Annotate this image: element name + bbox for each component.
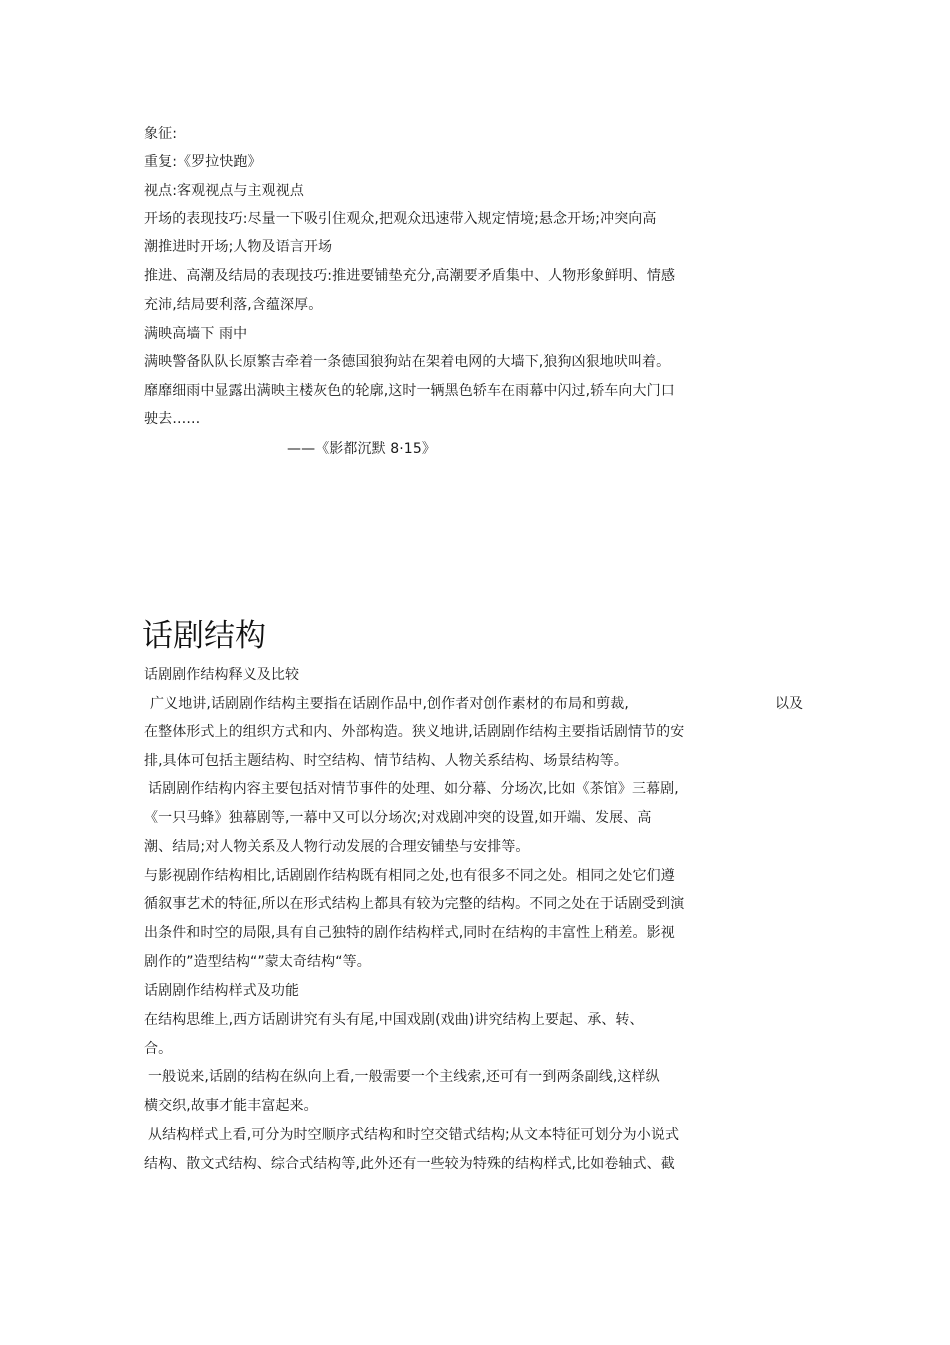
text-line: 靡靡细雨中显露出满映主楼灰色的轮廓,这时一辆黑色轿车在雨幕中闪过,轿车向大门口 — [144, 383, 675, 399]
text-line: 剧作的”造型结构“”蒙太奇结构“等。 — [144, 954, 371, 970]
text-line: 视点:客观视点与主观视点 — [144, 183, 304, 199]
text-line: 充沛,结局要利落,含蕴深厚。 — [144, 297, 323, 313]
section-title: 话剧结构 — [142, 618, 266, 654]
text-line: 排,具体可包括主题结构、时空结构、情节结构、人物关系结构、场景结构等。 — [144, 753, 628, 769]
text-line: 与影视剧作结构相比,话剧剧作结构既有相同之处,也有很多不同之处。相同之处它们遵 — [144, 868, 675, 884]
text-line: 话剧剧作结构内容主要包括对情节事件的处理、如分幕、分场次,比如《茶馆》三幕剧, — [148, 781, 679, 797]
text-line: 横交织,故事才能丰富起来。 — [144, 1098, 318, 1114]
text-line: 结构、散文式结构、综合式结构等,此外还有一些较为特殊的结构样式,比如卷轴式、截 — [144, 1156, 675, 1172]
text-line: 重复:《罗拉快跑》 — [144, 154, 262, 170]
text-line: 在整体形式上的组织方式和内、外部构造。狭义地讲,话剧剧作结构主要指话剧情节的安 — [144, 724, 685, 740]
text-line: 从结构样式上看,可分为时空顺序式结构和时空交错式结构;从文本特征可划分为小说式 — [148, 1127, 680, 1143]
text-line: 潮推进时开场;人物及语言开场 — [144, 239, 333, 255]
text-line: 开场的表现技巧:尽量一下吸引住观众,把观众迅速带入规定情境;悬念开场;冲突向高 — [144, 211, 657, 227]
text-line: 象征: — [144, 126, 178, 142]
text-line-fragment: 以及 — [775, 696, 803, 712]
text-line: 合。 — [144, 1041, 173, 1057]
text-line: 驶去…… — [144, 411, 201, 427]
subheading: 话剧剧作结构释义及比较 — [144, 667, 300, 683]
text-line: 在结构思维上,西方话剧讲究有头有尾,中国戏剧(戏曲)讲究结构上要起、承、转、 — [144, 1012, 644, 1028]
text-line: 推进、高潮及结局的表现技巧:推进要铺垫充分,高潮要矛盾集中、人物形象鲜明、情感 — [144, 268, 676, 284]
text-line: 满映高墙下 雨中 — [144, 326, 248, 342]
text-line: 循叙事艺术的特征,所以在形式结构上都具有较为完整的结构。不同之处在于话剧受到演 — [144, 896, 685, 912]
subheading: 话剧剧作结构样式及功能 — [144, 983, 300, 999]
text-line: 《一只马蜂》独幕剧等,一幕中又可以分场次;对戏剧冲突的设置,如开端、发展、高 — [144, 810, 652, 826]
text-line: 一般说来,话剧的结构在纵向上看,一般需要一个主线索,还可有一到两条副线,这样纵 — [148, 1069, 660, 1085]
quote-source: ——《影都沉默 8·15》 — [287, 441, 436, 457]
text-line: 满映警备队队长原繁吉牵着一条德国狼狗站在架着电网的大墙下,狼狗凶狠地吠叫着。 — [144, 354, 671, 370]
text-line: 潮、结局;对人物关系及人物行动发展的合理安铺垫与安排等。 — [144, 839, 530, 855]
text-line: 出条件和时空的局限,具有自己独特的剧作结构样式,同时在结构的丰富性上稍差。影视 — [144, 925, 675, 941]
text-line: 广义地讲,话剧剧作结构主要指在话剧作品中,创作者对创作素材的布局和剪裁, — [150, 696, 629, 712]
